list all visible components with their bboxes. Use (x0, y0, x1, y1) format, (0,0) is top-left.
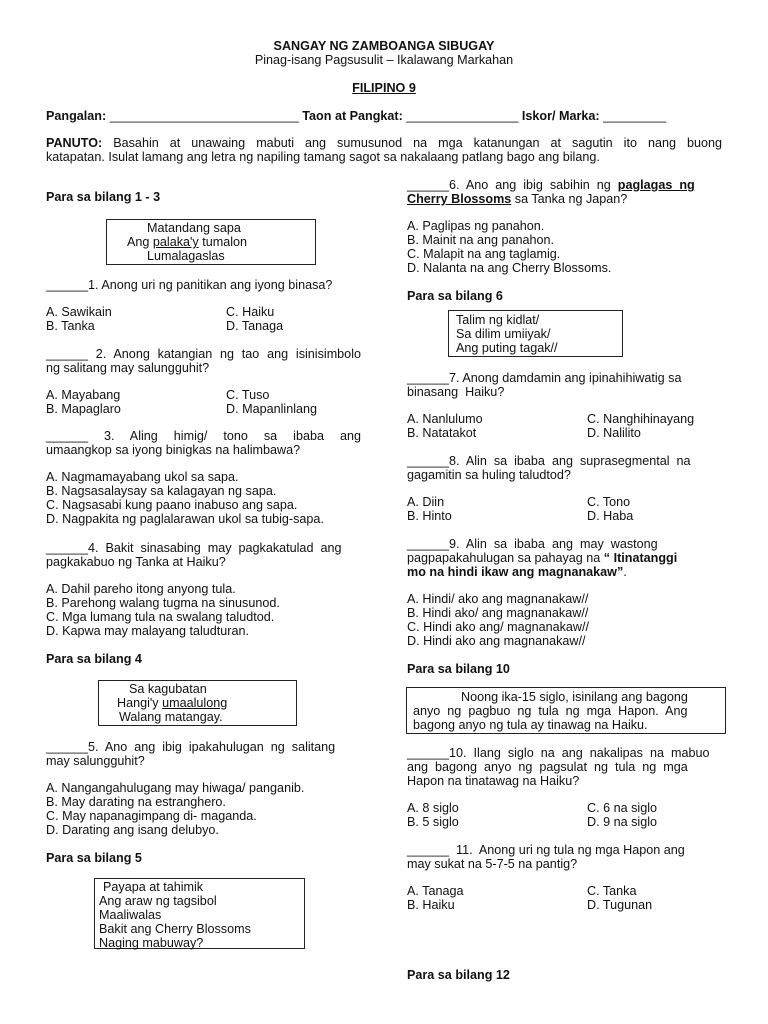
question-text: ______9. Alin sa ibaba ang may wastong (407, 537, 658, 551)
option-a[interactable]: A. Hindi/ ako ang magnanakaw// (407, 592, 589, 606)
question-text (407, 178, 723, 192)
question-text (407, 565, 723, 579)
question-1 (46, 278, 361, 333)
question-text-part: . (623, 565, 627, 579)
question-text: ______ 2. Anong katangian ng tao ang isinisimbolo (46, 347, 361, 361)
option-c[interactable]: C. 6 na siglo (587, 801, 658, 815)
option-a[interactable]: A. Sawikain (46, 305, 112, 319)
instructions (46, 136, 722, 164)
question-text: may salungguhit? (46, 754, 145, 768)
option-c[interactable]: C. Tuso (226, 388, 270, 402)
question-text: ang bagong anyo ng pagsulat ng tula ng mga (407, 760, 688, 774)
options (407, 495, 723, 523)
option-b[interactable]: B. Parehong walang tugma na sinusunod. (46, 596, 280, 610)
poem-box-6 (448, 310, 623, 357)
passage-line: anyo ng pagbuo ng tula ng mga Hapon. Ang (413, 704, 688, 718)
poem-line: Sa kagubatan (129, 682, 207, 696)
option-a[interactable]: A. Nangangahulugang may hiwaga/ panganib. (46, 781, 305, 795)
year-label: Taon at Pangkat: (302, 109, 403, 123)
poem-line: Payapa at tahimik (103, 880, 204, 894)
option-d[interactable]: D. Nalilito (587, 426, 641, 440)
option-b[interactable]: B. Natatakot (407, 426, 477, 440)
question-text: Hapon na tinatawag na Haiku? (407, 774, 580, 788)
options (46, 781, 361, 837)
poem-box-4 (98, 680, 297, 726)
options (407, 884, 723, 912)
question-4 (46, 541, 361, 638)
question-3 (46, 429, 361, 526)
option-d[interactable]: D. Haba (587, 509, 634, 523)
passage-line: bagong anyo ng tula ay tinawag na Haiku. (413, 718, 648, 732)
question-text: ______ 3. Aling himig/ tono sa ibaba ang (46, 429, 361, 443)
option-c[interactable]: C. Nanghihinayang (587, 412, 695, 426)
poem-line: Maaliwalas (99, 908, 162, 922)
left-column (46, 190, 361, 204)
option-a[interactable]: A. Paglipas ng panahon. (407, 219, 545, 233)
options (46, 388, 361, 416)
option-b[interactable]: B. 5 siglo (407, 815, 459, 829)
option-c[interactable]: C. Nagsasabi kung paano inabuso ang sapa. (46, 498, 298, 512)
option-b[interactable]: B. Tanka (46, 319, 95, 333)
underlined-phrase: paglagas ng (617, 178, 695, 192)
option-c[interactable]: C. Mga lumang tula na swalang taludtod. (46, 610, 275, 624)
name-blank[interactable]: ___________________________ (109, 109, 299, 123)
options (407, 219, 723, 275)
question-7 (407, 371, 723, 440)
option-a[interactable]: A. 8 siglo (407, 801, 459, 815)
option-b[interactable]: B. Haiku (407, 898, 455, 912)
option-d[interactable]: D. Nagpakita ng paglalarawan ukol sa tubig-sapa. (46, 512, 324, 526)
option-b[interactable]: B. Nagsasalaysay sa kalagayan ng sapa. (46, 484, 277, 498)
poem-line (127, 235, 315, 249)
name-label: Pangalan: (46, 109, 107, 123)
section-title-5: Para sa bilang 5 (46, 851, 142, 865)
exam-title: Pinag-isang Pagsusulit – Ikalawang Markahan (254, 53, 514, 67)
question-text: ______5. Ano ang ibig ipakahulugan ng salitang (46, 740, 336, 754)
section-title-1-3: Para sa bilang 1 - 3 (46, 190, 161, 204)
option-b[interactable]: B. Mainit na ang panahon. (407, 233, 555, 247)
option-d[interactable]: D. Tanaga (226, 319, 284, 333)
subject-title: FILIPINO 9 (352, 81, 416, 95)
options (407, 412, 723, 440)
poem-line: Talim ng kidlat/ (456, 313, 540, 327)
poem-text: Hangi'y (117, 696, 163, 710)
section-title-12: Para sa bilang 12 (407, 968, 510, 982)
option-d[interactable]: D. Nalanta na ang Cherry Blossoms. (407, 261, 612, 275)
score-blank[interactable]: _________ (603, 109, 667, 123)
poem-line: Walang matangay. (119, 710, 223, 724)
question-2 (46, 347, 361, 416)
question-text: ______ 11. Anong uri ng tula ng mga Hapon ang (407, 843, 685, 857)
poem-line: Sa dilim umiiyak/ (456, 327, 551, 341)
options (46, 582, 361, 638)
question-text: ______10. Ilang siglo na ang nakalipas na mabuo (407, 746, 710, 760)
poem-text: Ang (127, 235, 153, 249)
option-d[interactable]: D. Darating ang isang delubyo. (46, 823, 219, 837)
poem-line: Ang puting tagak// (456, 341, 558, 355)
option-b[interactable]: B. Mapaglaro (46, 402, 121, 416)
option-b[interactable]: B. Hinto (407, 509, 452, 523)
option-a[interactable]: A. Nagmamayabang ukol sa sapa. (46, 470, 239, 484)
option-b[interactable]: B. Hindi ako/ ang magnanakaw// (407, 606, 589, 620)
option-a[interactable]: A. Diin (407, 495, 445, 509)
poem-text: tumalon (198, 235, 248, 249)
option-a[interactable]: A. Dahil pareho itong anyong tula. (46, 582, 236, 596)
options (407, 801, 723, 829)
option-c[interactable]: C. Malapit na ang taglamig. (407, 247, 561, 261)
question-text: ______8. Alin sa ibaba ang suprasegmental na (407, 454, 691, 468)
question-text: ______4. Bakit sinasabing may pagkakatulad ang (46, 541, 342, 555)
section-title-10: Para sa bilang 10 (407, 662, 510, 676)
poem-line (117, 696, 296, 710)
question-text (407, 551, 723, 565)
question-text (407, 192, 723, 206)
question-9 (407, 537, 723, 648)
option-d[interactable]: D. 9 na siglo (587, 815, 658, 829)
question-text-part: pagpapakahulugan sa pahayag na (407, 551, 604, 565)
instructions-text-1: Basahin at unawaing mabuti ang sumusunod na mga katanungan at sagutin ito nang buong (113, 136, 723, 150)
question-text: ng salitang may salungguhit? (46, 361, 210, 375)
options (46, 305, 361, 333)
option-d[interactable]: D. Tugunan (587, 898, 653, 912)
section-title-6: Para sa bilang 6 (407, 289, 503, 303)
poem-line: Bakit ang Cherry Blossoms (99, 922, 251, 936)
question-text: pagkakabuo ng Tanka at Haiku? (46, 555, 226, 569)
passage-box-10 (406, 687, 726, 734)
question-5 (46, 740, 361, 837)
option-a[interactable]: A. Nanlulumo (407, 412, 483, 426)
year-blank[interactable]: ________________ (406, 109, 519, 123)
option-c[interactable]: C. Haiku (226, 305, 275, 319)
underlined-phrase: Cherry Blossoms (407, 192, 512, 206)
options (46, 470, 361, 526)
section-title-4: Para sa bilang 4 (46, 652, 142, 666)
question-11 (407, 843, 723, 912)
question-text: binasang Haiku? (407, 385, 505, 399)
instructions-label: PANUTO: (46, 136, 103, 150)
student-info-line (46, 109, 726, 123)
instructions-line-2: katapatan. Isulat lamang ang letra ng napiling tamang sagot sa nakalaang patlang bago ang bilang. (46, 150, 600, 164)
question-10 (407, 746, 723, 829)
options (407, 592, 723, 648)
question-6 (407, 178, 723, 275)
option-c[interactable]: C. Tanka (587, 884, 637, 898)
poem-line: Naging mabuway? (99, 936, 204, 950)
option-c[interactable]: C. May napanagimpang di- maganda. (46, 809, 257, 823)
option-d[interactable]: D. Mapanlinlang (226, 402, 318, 416)
division-title: SANGAY NG ZAMBOANGA SIBUGAY (273, 39, 495, 53)
instructions-line-1 (46, 136, 722, 150)
poem-line: Matandang sapa (147, 221, 241, 235)
score-label: Iskor/ Marka: (521, 109, 600, 123)
underlined-word: umaalulong (162, 696, 228, 710)
poem-line: Ang araw ng tagsibol (99, 894, 217, 908)
option-c[interactable]: C. Hindi ako ang/ magnanakaw// (407, 620, 590, 634)
question-text-part: sa Tanka ng Japan? (511, 192, 628, 206)
option-d[interactable]: D. Kapwa may malayang taludturan. (46, 624, 250, 638)
poem-box-1 (106, 219, 316, 265)
question-text: ______1. Anong uri ng panitikan ang iyong binasa? (46, 278, 333, 292)
question-text-part: ______6. Ano ang ibig sabihin ng (407, 178, 618, 192)
poem-box-5 (94, 878, 305, 949)
option-c[interactable]: C. Tono (587, 495, 631, 509)
question-text: may sukat na 5-7-5 na pantig? (407, 857, 578, 871)
poem-line: Lumalagaslas (147, 249, 225, 263)
option-a[interactable]: A. Tanaga (407, 884, 464, 898)
question-text: gagamitin sa huling taludtod? (407, 468, 571, 482)
option-d[interactable]: D. Hindi ako ang magnanakaw// (407, 634, 586, 648)
quoted-statement: mo na hindi ikaw ang magnanakaw” (407, 565, 624, 579)
question-text: umaangkop sa iyong binigkas na halimbawa? (46, 443, 301, 457)
option-a[interactable]: A. Mayabang (46, 388, 121, 402)
underlined-word: palaka'y (152, 235, 199, 249)
question-text: ______7. Anong damdamin ang ipinahihiwatig sa (407, 371, 682, 385)
passage-line: Noong ika-15 siglo, isinilang ang bagong (461, 690, 688, 704)
question-8 (407, 454, 723, 523)
quoted-statement: “ Itinatanggi (603, 551, 678, 565)
option-b[interactable]: B. May darating na estranghero. (46, 795, 226, 809)
